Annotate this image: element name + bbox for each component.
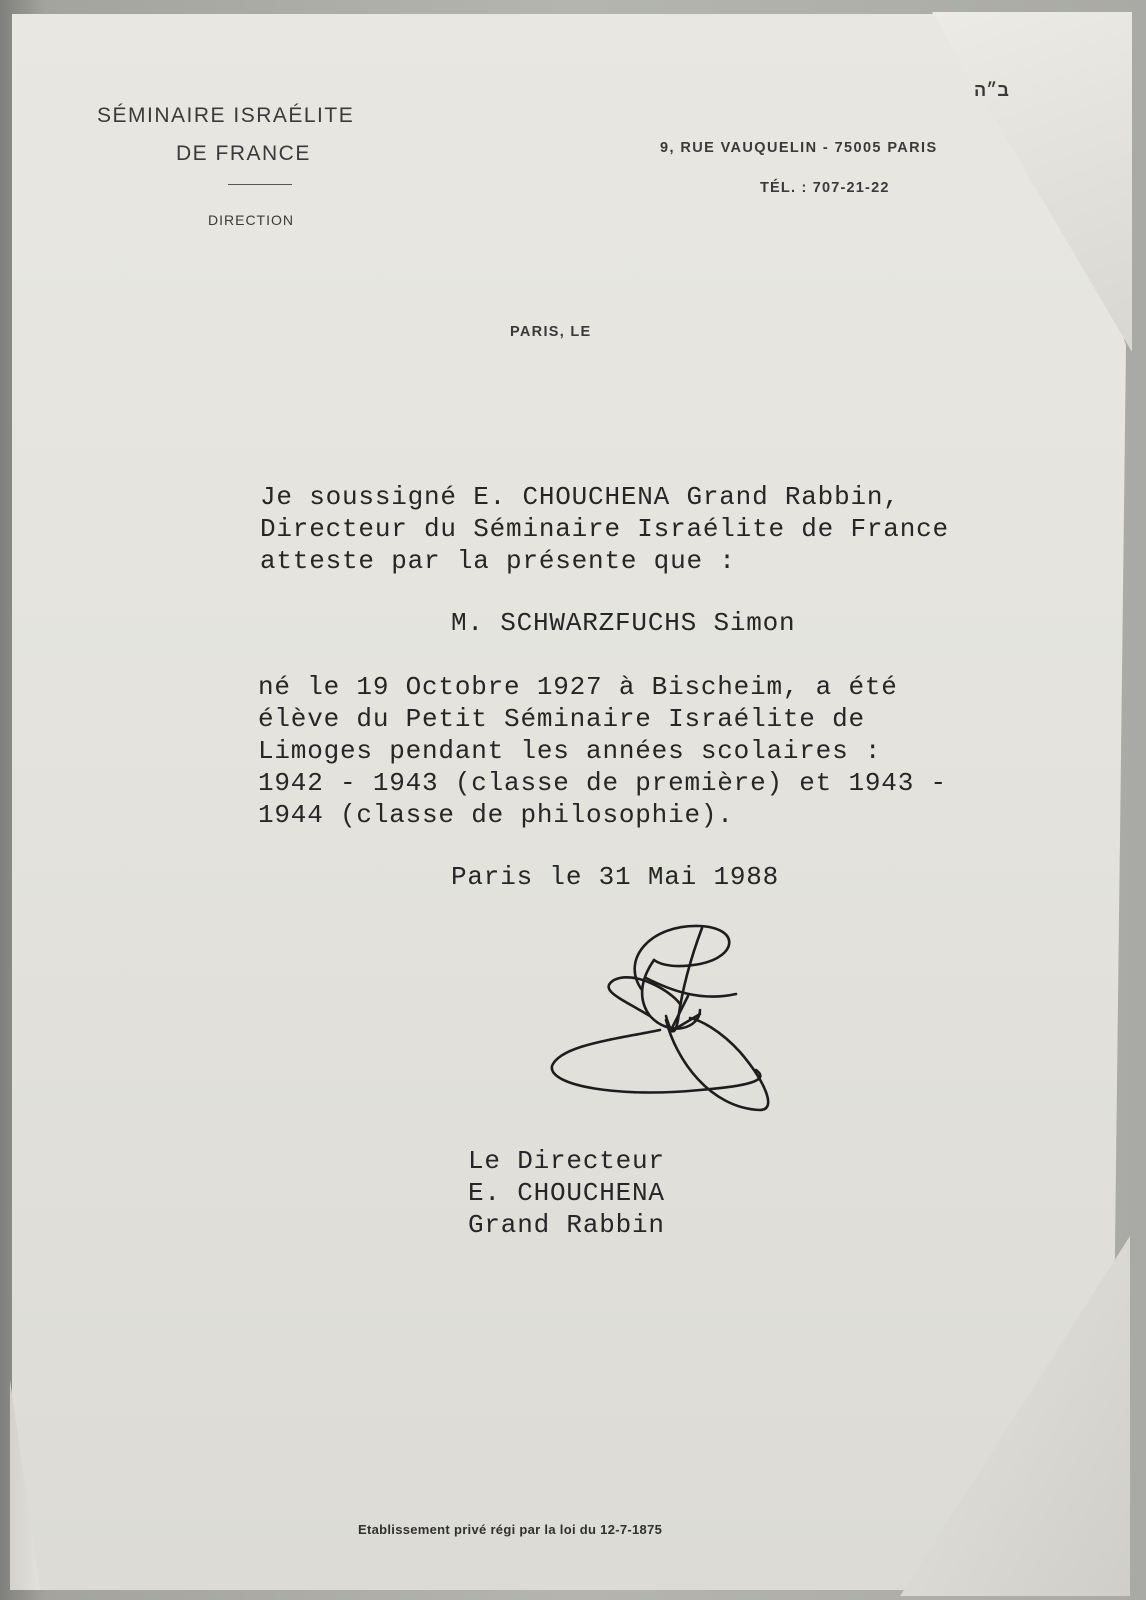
signing-date: Paris le 31 Mai 1988: [451, 862, 780, 892]
school-years-line-1: 1942 - 1943 (classe de première) et 1943 -: [258, 768, 947, 798]
student-name: M. SCHWARZFUCHS Simon: [451, 608, 796, 638]
institution-name-line2: DE FRANCE: [176, 142, 311, 165]
institution-address: 9, RUE VAUQUELIN - 75005 PARIS: [660, 140, 938, 156]
birth-details-line: né le 19 Octobre 1927 à Bischeim, a été: [258, 672, 898, 702]
handwritten-signature: [550, 920, 790, 1140]
hebrew-heading-mark: ב״ה: [974, 80, 1009, 100]
attest-line: atteste par la présente que :: [260, 546, 736, 576]
director-title-line: Directeur du Séminaire Israélite de France: [260, 514, 949, 544]
footer-legal-notice: Etablissement privé régi par la loi du 12-7-1875: [358, 1522, 663, 1537]
certifier-line: Je soussigné E. CHOUCHENA Grand Rabbin,: [260, 482, 900, 512]
institution-phone: TÉL. : 707-21-22: [760, 180, 890, 196]
department-label: DIRECTION: [208, 212, 294, 228]
institution-name-line1: SÉMINAIRE ISRAÉLITE: [97, 104, 355, 127]
signatory-title: Le Directeur: [468, 1146, 665, 1176]
signatory-rank: Grand Rabbin: [468, 1210, 665, 1240]
school-years-intro-line: Limoges pendant les années scolaires :: [258, 736, 882, 766]
signatory-name: E. CHOUCHENA: [468, 1178, 665, 1208]
date-prefix-label: PARIS, LE: [510, 324, 592, 340]
header-divider: [228, 184, 292, 185]
enrollment-line: élève du Petit Séminaire Israélite de: [258, 704, 865, 734]
school-years-line-2: 1944 (classe de philosophie).: [258, 800, 734, 830]
